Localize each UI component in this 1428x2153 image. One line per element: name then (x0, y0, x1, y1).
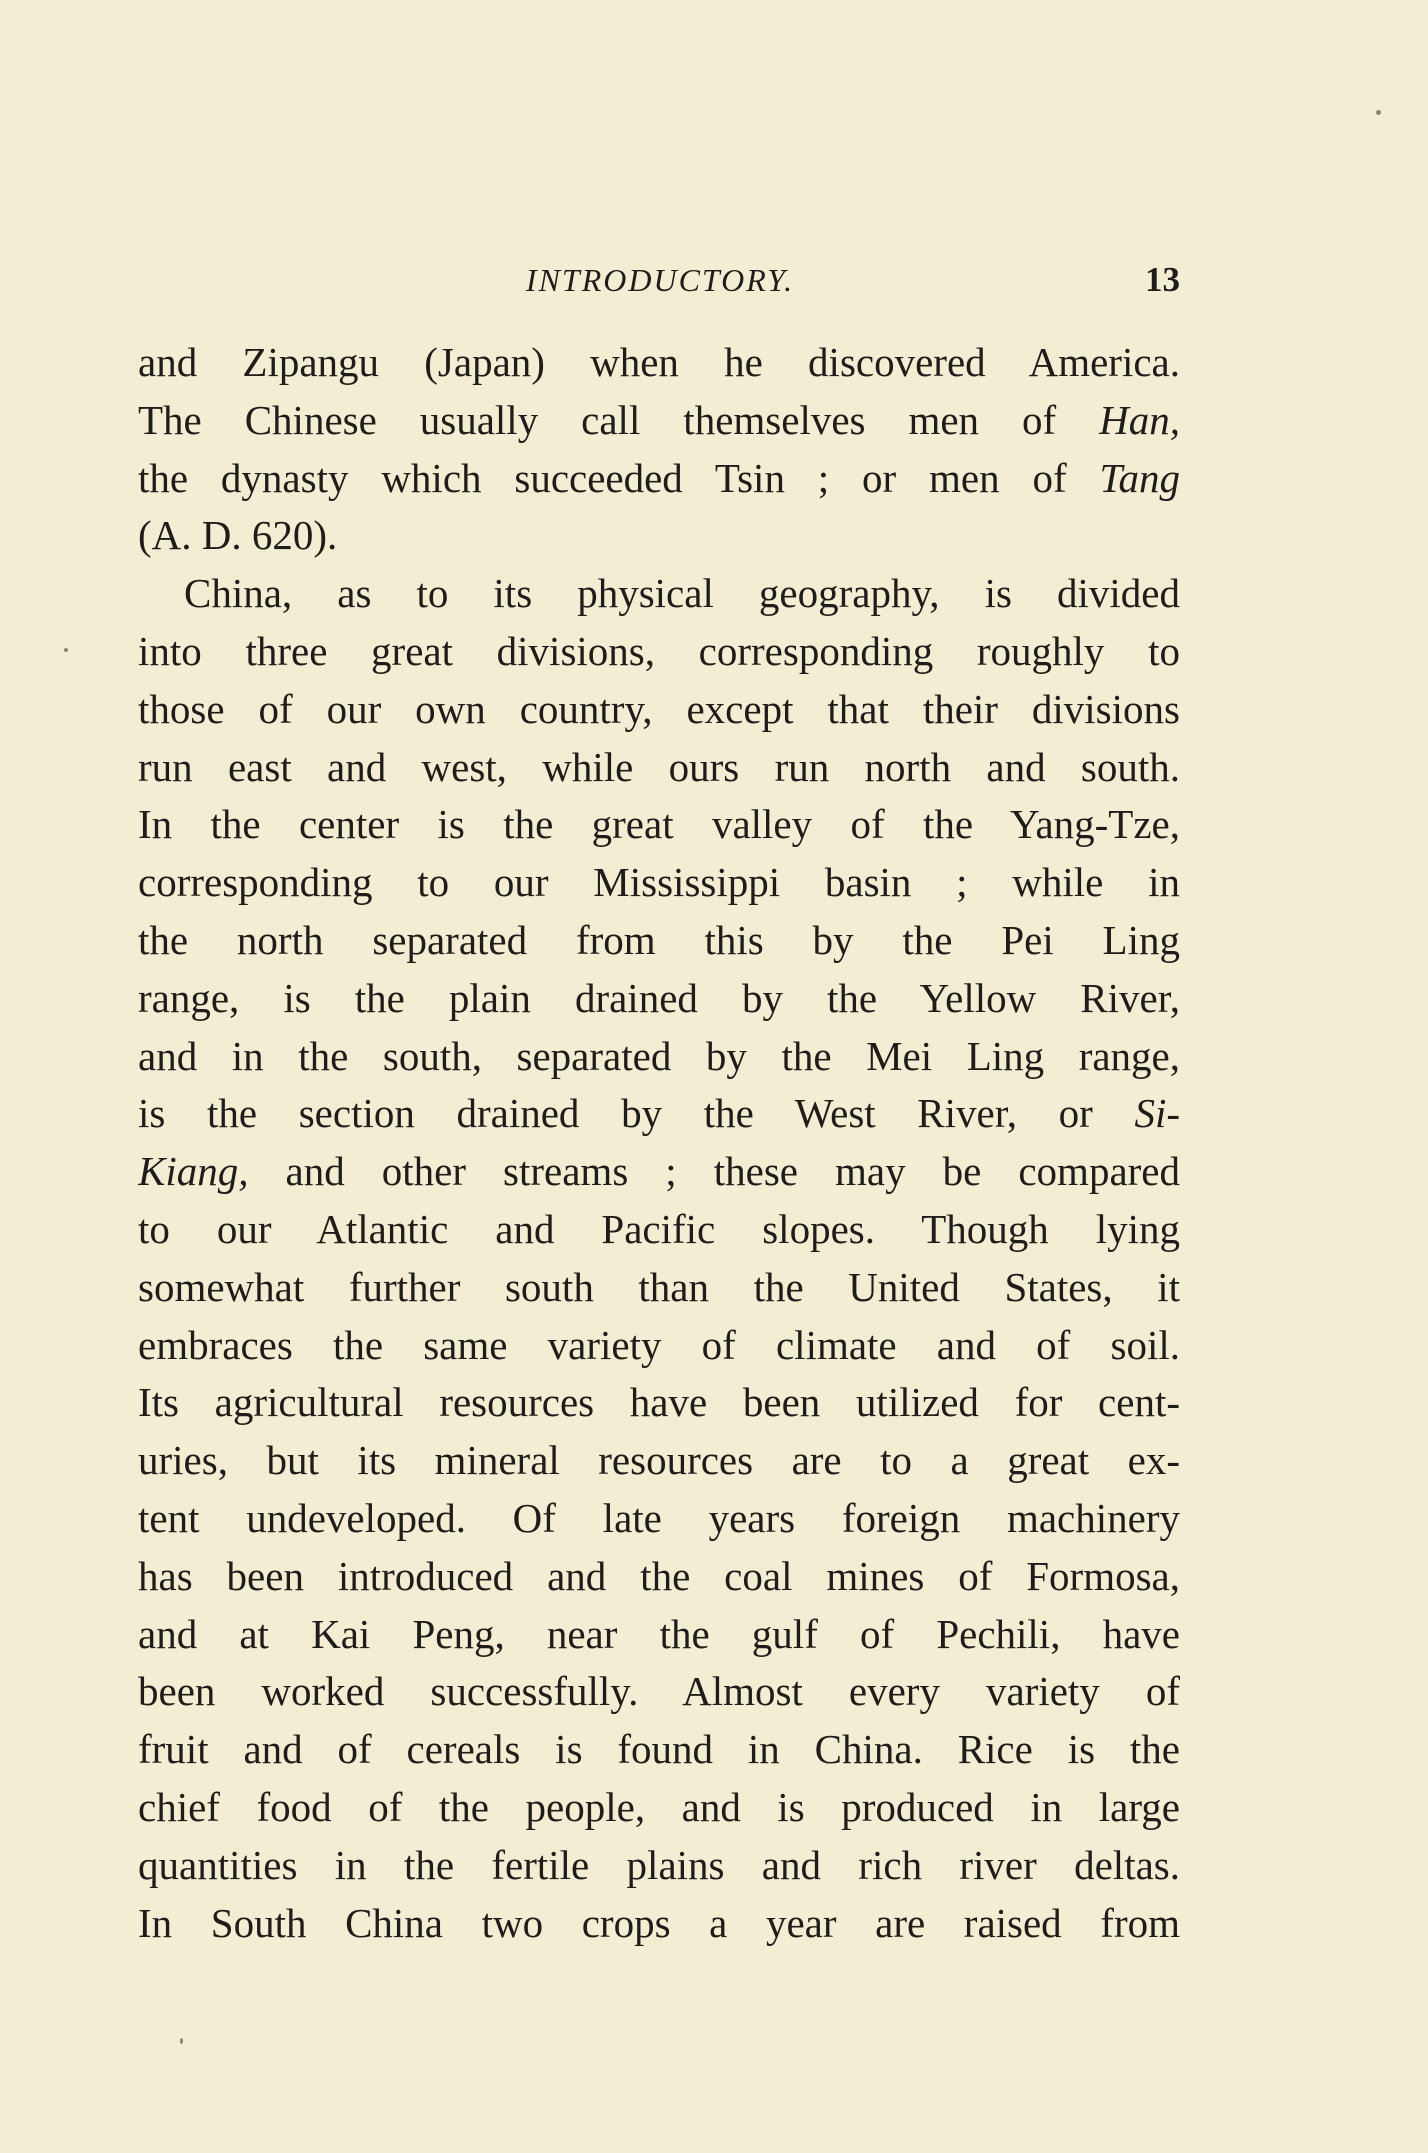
page-number: 13 (1145, 260, 1180, 299)
text-line: range, is the plain drained by the Yellow River, (138, 974, 1180, 1021)
italic-term: Han, (1099, 396, 1180, 443)
text-line: uries, but its mineral resources are to a great ex- (138, 1437, 1180, 1484)
text-line: and at Kai Peng, near the gulf of Pechili, have (138, 1610, 1180, 1657)
body-text (138, 334, 1180, 1952)
paper-speck (180, 2038, 183, 2044)
text-line: has been introduced and the coal mines of Formosa, (138, 1552, 1180, 1599)
text-line: and Zipangu (Japan) when he discovered America. (138, 339, 1180, 385)
text-line: to our Atlantic and Pacific slopes. Though lying (138, 1205, 1180, 1252)
text-line: China, as to its physical geography, is divided (184, 570, 1180, 617)
paper-speck (1376, 110, 1381, 115)
italic-term: Tang (1099, 454, 1180, 501)
text-line: the north separated from this by the Pei Ling (138, 916, 1180, 963)
text-line: In the center is the great valley of the Yang-Tze, (138, 801, 1180, 848)
text-line: run east and west, while ours run north and south. (138, 743, 1180, 790)
text-line: chief food of the people, and is produced in large (138, 1783, 1180, 1830)
text-line: and in the south, separated by the Mei Ling range, (138, 1032, 1180, 1079)
text-line: fruit and of cereals is found in China. Rice is the (138, 1726, 1180, 1773)
text-line: been worked successfully. Almost every variety of (138, 1668, 1180, 1715)
text-line: embraces the same variety of climate and of soil. (138, 1321, 1180, 1368)
page-header (140, 258, 1180, 302)
paper-speck (64, 648, 68, 652)
text-line: The Chinese usually call themselves men of Han, (138, 396, 1180, 443)
text-line: tent undeveloped. Of late years foreign machinery (138, 1494, 1180, 1541)
small-caps-era: A. D. (151, 512, 242, 559)
text-line: is the section drained by the West River, or Si- (138, 1090, 1180, 1137)
text-line: quantities in the fertile plains and rich river deltas. (138, 1841, 1180, 1888)
text-line: into three great divisions, corresponding roughly to (138, 627, 1180, 674)
text-line: Kiang, and other streams ; these may be compared (138, 1148, 1180, 1195)
running-head: INTRODUCTORY. (525, 262, 795, 298)
text-line: In South China two crops a year are raised from (138, 1899, 1180, 1946)
italic-term: Si- (1134, 1090, 1180, 1137)
italic-term: Kiang, (138, 1148, 249, 1195)
text-line: (A. D. 620). (138, 512, 338, 559)
text-line: the dynasty which succeeded Tsin ; or men of Tang (138, 454, 1180, 501)
text-line: somewhat further south than the United States, it (138, 1263, 1180, 1310)
text-line: Its agricultural resources have been utilized for cent- (138, 1379, 1180, 1426)
text-line: those of our own country, except that their divisions (138, 685, 1180, 732)
text-line: corresponding to our Mississippi basin ; while in (138, 859, 1180, 906)
